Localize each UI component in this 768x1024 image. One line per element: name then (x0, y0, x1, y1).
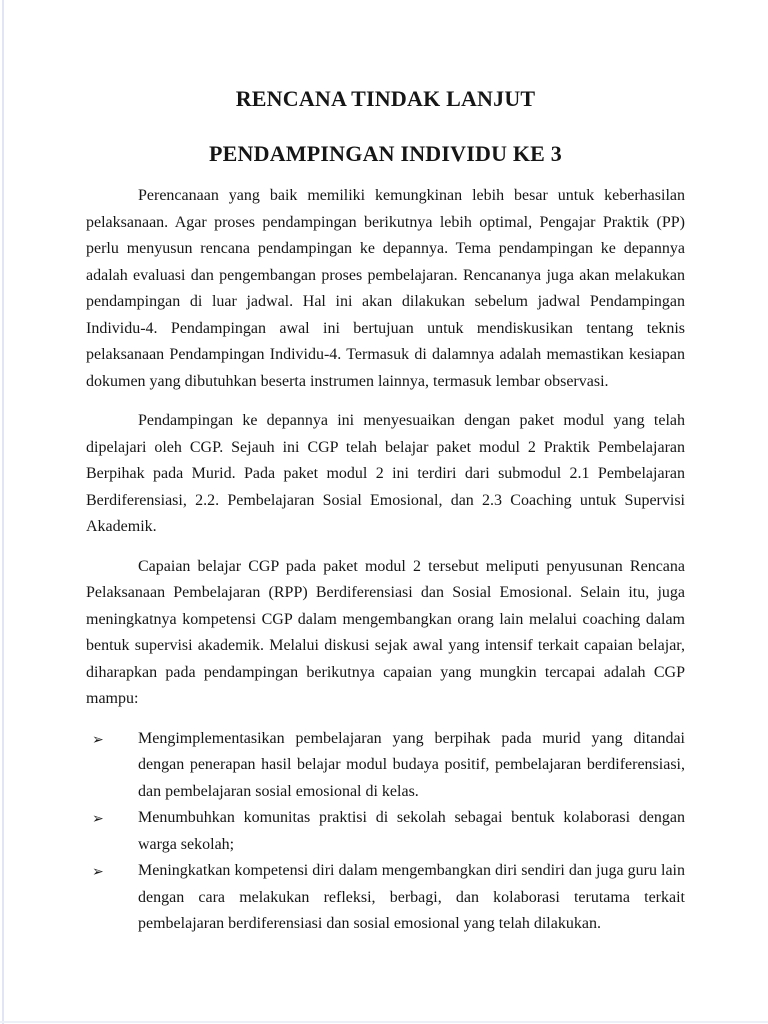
arrowhead-bullet-icon: ➢ (92, 811, 104, 827)
arrowhead-bullet-icon: ➢ (92, 864, 104, 880)
bullet-item-implementasi (86, 726, 685, 806)
bullet-item-text: Mengimplementasikan pembelajaran yang berpihak pada murid yang ditandai dengan penerapan hasil belajar modul budaya positif, pembelajaran berdiferensiasi, dan pembelajaran sosial emosional di kelas. (138, 729, 685, 800)
document-title-line-2: PENDAMPINGAN INDIVIDU KE 3 (209, 141, 562, 166)
document-content (86, 0, 685, 938)
bullet-item-text: Menumbuhkan komunitas praktisi di sekolah sebagai bentuk kolaborasi dengan warga sekolah; (138, 809, 685, 853)
paragraph-perencanaan: Perencanaan yang baik memiliki kemungkinan lebih besar untuk keberhasilan pelaksanaan. Agar proses pendampingan berikutnya lebih optimal, Pengajar Praktik (PP) perlu menyusun rencana pendampingan ke depannya. Tema pendampingan ke depannya adalah evaluasi dan pengembangan proses pembelajaran. Rencananya juga akan melakukan pendampingan di luar jadwal. Hal ini akan dilakukan sebelum jadwal Pendampingan Individu-4. Pendampingan awal ini bertujuan untuk mendiskusikan tentang teknis pelaksanaan Pendampingan Individu-4. Termasuk di dalamnya adalah memastikan kesiapan dokumen yang dibutuhkan beserta instrumen lainnya, termasuk lembar observasi. (86, 187, 685, 390)
scan-edge-left-line (2, 0, 4, 1024)
bullet-item-kompetensi (86, 858, 685, 938)
bullet-item-text: Meningkatkan kompetensi diri dalam mengembangkan diri sendiri dan juga guru lain dengan cara melakukan refleksi, berbagi, dan kolaborasi terutama terkait pembelajaran berdiferensiasi dan sosial emosional yang telah dilakukan. (138, 862, 685, 932)
scan-edge-bottom-line (0, 1021, 768, 1023)
bullet-item-komunitas (86, 805, 685, 858)
paragraph-capaian-belajar: Capaian belajar CGP pada paket modul 2 tersebut meliputi penyusunan Rencana Pelaksanaan Pembelajaran (RPP) Berdiferensiasi dan Sosial Emosional. Selain itu, juga meningkatnya kompetensi CGP dalam mengembangkan orang lain melalui coaching dalam bentuk supervisi akademik. Melalui diskusi sejak awal yang intensif terkait capaian belajar, diharapkan pada pendampingan berikutnya capaian yang mungkin tercapai adalah CGP mampu: (86, 557, 685, 707)
goal-bullet-list (86, 726, 685, 938)
arrowhead-bullet-icon: ➢ (92, 731, 104, 748)
document-title-line-1: RENCANA TINDAK LANJUT (235, 86, 536, 111)
paragraph-pendampingan-modul: Pendampingan ke depannya ini menyesuaikan dengan paket modul yang telah dipelajari oleh CGP. Sejauh ini CGP telah belajar paket modul 2 Praktik Pembelajaran Berpihak pada Murid. Pada paket modul 2 ini terdiri dari submodul 2.1 Pembelajaran Berdiferensiasi, 2.2. Pembelajaran Sosial Emosional, dan 2.3 Coaching untuk Supervisi Akademik. (86, 412, 685, 535)
